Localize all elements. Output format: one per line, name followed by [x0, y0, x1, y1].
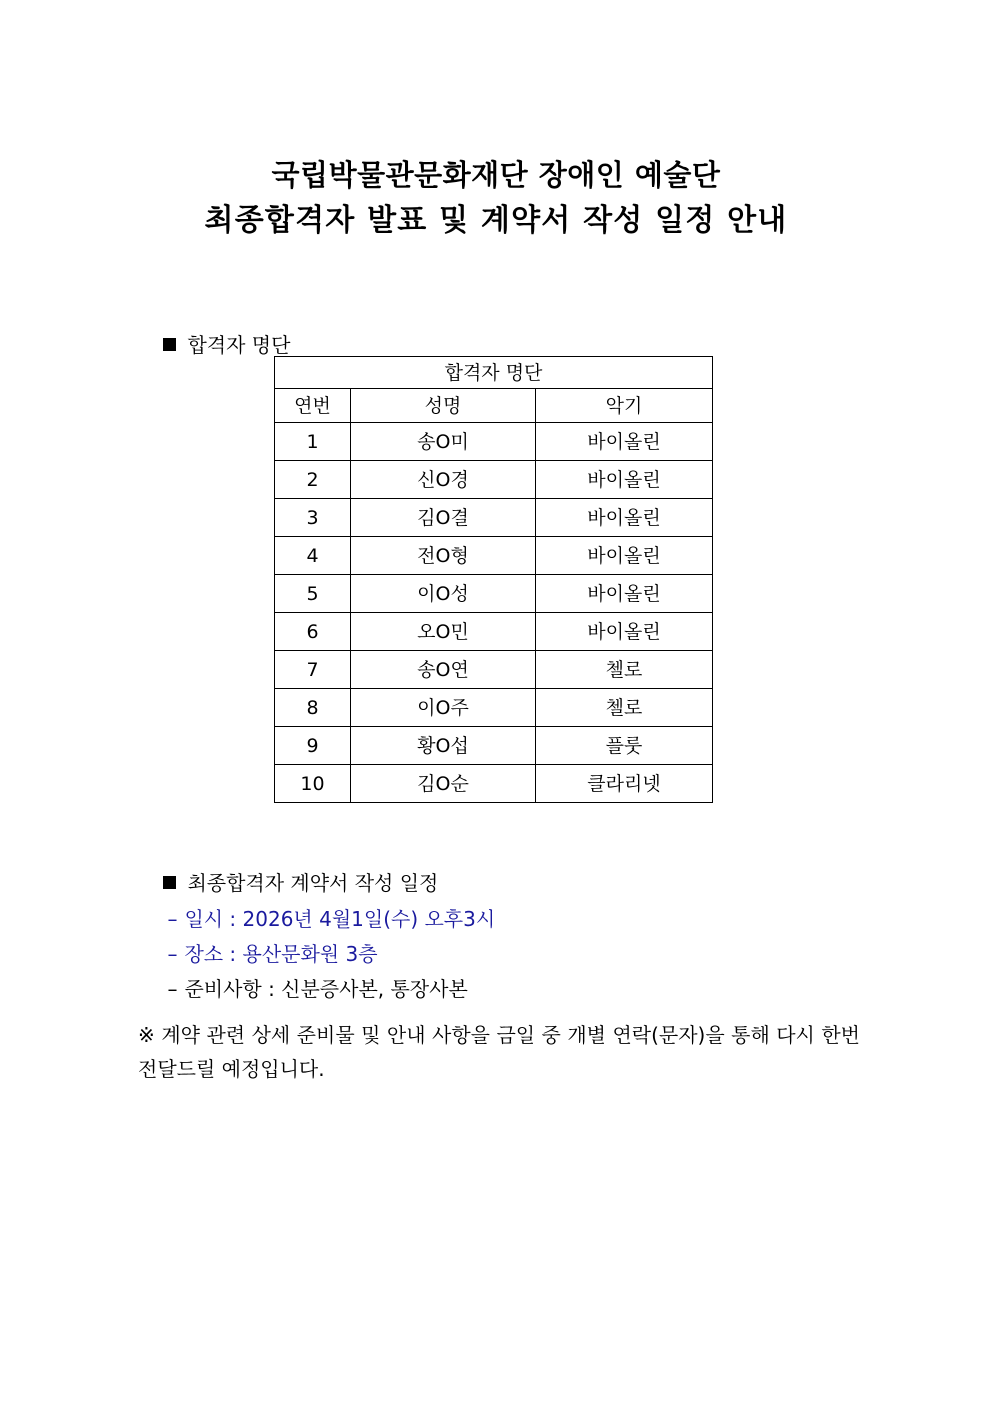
- table-row: [275, 613, 713, 651]
- cell-instrument: 바이올린: [536, 461, 713, 499]
- cell-no: 8: [275, 689, 351, 727]
- roster-table: [274, 356, 713, 803]
- table-row: [275, 727, 713, 765]
- cell-name: 이O성: [351, 575, 536, 613]
- title-line-2: 최종합격자 발표 및 계약서 작성 일정 안내: [204, 203, 788, 238]
- cell-name: 송O미: [351, 423, 536, 461]
- cell-no: 3: [275, 499, 351, 537]
- cell-instrument: 바이올린: [536, 423, 713, 461]
- cell-no: 10: [275, 765, 351, 803]
- column-header-name: 성명: [351, 389, 536, 423]
- section-heading-roster-label: 합격자 명단: [187, 333, 291, 357]
- square-bullet-icon: [163, 338, 176, 351]
- schedule-place-label: 장소 : 용산문화원 3층: [184, 942, 378, 966]
- table-row: [275, 575, 713, 613]
- table-row: [275, 765, 713, 803]
- footnote-text: ※ 계약 관련 상세 준비물 및 안내 사항을 금일 중 개별 연락(문자)을 통해 다시 한번 전달드릴 예정입니다.: [138, 1023, 867, 1081]
- cell-name: 김O결: [351, 499, 536, 537]
- cell-instrument: 바이올린: [536, 613, 713, 651]
- cell-no: 1: [275, 423, 351, 461]
- table-row: [275, 651, 713, 689]
- dash-marker-icon: –: [167, 942, 178, 966]
- table-row: [275, 499, 713, 537]
- table-row: [275, 423, 713, 461]
- page-title: [0, 152, 992, 244]
- cell-no: 7: [275, 651, 351, 689]
- cell-name: 송O연: [351, 651, 536, 689]
- cell-instrument: 플룻: [536, 727, 713, 765]
- cell-name: 전O형: [351, 537, 536, 575]
- cell-no: 2: [275, 461, 351, 499]
- table-row: [275, 461, 713, 499]
- schedule-date-label: 일시 : 2026년 4월1일(수) 오후3시: [184, 907, 496, 931]
- cell-instrument: 첼로: [536, 689, 713, 727]
- cell-name: 김O순: [351, 765, 536, 803]
- footnote: [138, 1018, 867, 1086]
- cell-name: 신O경: [351, 461, 536, 499]
- cell-instrument: 클라리넷: [536, 765, 713, 803]
- cell-instrument: 바이올린: [536, 575, 713, 613]
- table-header-row: [275, 389, 713, 423]
- table-row: [275, 689, 713, 727]
- table-row: [275, 537, 713, 575]
- section-heading-roster: [138, 303, 290, 387]
- cell-name: 오O민: [351, 613, 536, 651]
- cell-name: 이O주: [351, 689, 536, 727]
- cell-no: 9: [275, 727, 351, 765]
- schedule-prep-label: 준비사항 : 신분증사본, 통장사본: [184, 977, 468, 1001]
- column-header-instrument: 악기: [536, 389, 713, 423]
- cell-name: 황O섭: [351, 727, 536, 765]
- roster-table-container: [274, 356, 712, 803]
- cell-no: 6: [275, 613, 351, 651]
- table-caption-row: [275, 357, 713, 389]
- dash-marker-icon: –: [167, 907, 178, 931]
- title-line-1: 국립박물관문화재단 장애인 예술단: [271, 158, 721, 192]
- column-header-no: 연번: [275, 389, 351, 423]
- cell-no: 4: [275, 537, 351, 575]
- cell-instrument: 바이올린: [536, 537, 713, 575]
- cell-instrument: 바이올린: [536, 499, 713, 537]
- table-caption-cell: 합격자 명단: [275, 357, 713, 389]
- section-heading-schedule-label: 최종합격자 계약서 작성 일정: [187, 871, 439, 895]
- cell-no: 5: [275, 575, 351, 613]
- cell-instrument: 첼로: [536, 651, 713, 689]
- dash-marker-icon: –: [167, 977, 178, 1001]
